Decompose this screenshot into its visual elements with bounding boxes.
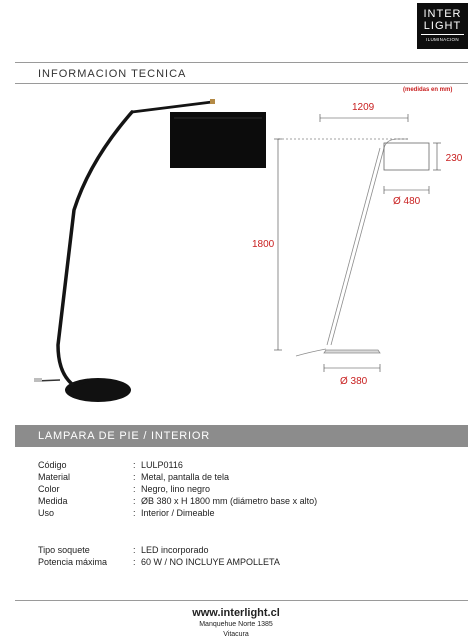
spec-label: Material (38, 472, 71, 482)
drawing-stem-inner (327, 148, 380, 345)
dim-shade-height-label: 230 (445, 153, 463, 164)
lamp-photo-base (65, 378, 131, 402)
drawing-base (324, 350, 380, 353)
section-title: INFORMACION TECNICA (38, 68, 187, 80)
spec-label: Código (38, 460, 67, 470)
spec-colon: : (133, 460, 136, 470)
spec-value: Metal, pantalla de tela (141, 472, 230, 482)
units-note: (medidas en mm) (403, 87, 453, 93)
spec-label: Tipo soquete (38, 545, 90, 555)
product-category: LAMPARA DE PIE / INTERIOR (38, 430, 210, 442)
logo-line-2: LIGHT (423, 20, 462, 32)
dim-shade-diameter-label: Ø 480 (393, 196, 421, 207)
product-category-band (15, 425, 468, 447)
footer-website-link[interactable]: www.interlight.cl (192, 607, 280, 619)
spec-value: LULP0116 (141, 460, 183, 470)
footer-address: Manquehue Norte 1385 (199, 621, 273, 628)
lamp-photo-arm (132, 102, 212, 112)
spec-value: Interior / Dimeable (141, 508, 215, 518)
lamp-photo-switch (34, 378, 42, 382)
spec-value: ØB 380 x H 1800 mm (diámetro base x alto) (141, 496, 318, 506)
spec-colon: : (133, 472, 136, 482)
spec-colon: : (133, 545, 136, 555)
spec-label: Uso (38, 508, 55, 518)
spec-label: Color (38, 484, 60, 494)
spec-label: Potencia máxima (38, 557, 108, 567)
logo-line-3: ILUMINACION (426, 37, 459, 42)
spec-colon: : (133, 484, 136, 494)
logo-line-1: INTER (423, 8, 462, 20)
spec-value: LED incorporado (141, 545, 209, 555)
technical-drawing (296, 139, 429, 356)
spec-colon: : (133, 496, 136, 506)
lamp-photo (34, 99, 266, 402)
dim-arm-label: 1209 (352, 102, 375, 113)
spec-value: 60 W / NO INCLUYE AMPOLLETA (141, 557, 280, 567)
dim-height-label: 1800 (252, 239, 275, 250)
footer-city: Vitacura (223, 631, 249, 638)
spec-colon: : (133, 508, 136, 518)
lamp-photo-joint (210, 99, 215, 104)
spec-label: Medida (38, 496, 68, 506)
footer-rule (15, 600, 468, 601)
dim-base-diameter-label: Ø 380 (340, 376, 368, 387)
drawing-shade (384, 143, 429, 170)
lamp-photo-stem (58, 112, 132, 384)
lamp-photo-shade (170, 112, 266, 168)
spec-colon: : (133, 557, 136, 567)
drawing-cable (296, 349, 326, 356)
dimension-lines (274, 114, 441, 372)
spec-value: Negro, lino negro (141, 484, 211, 494)
